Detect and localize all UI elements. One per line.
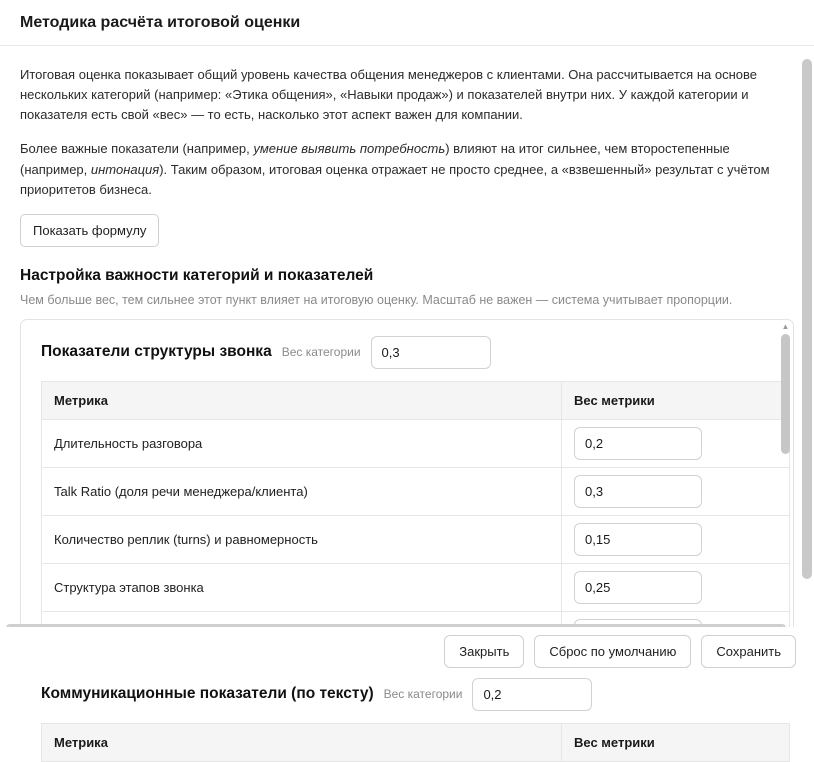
modal-footer xyxy=(0,627,814,675)
category-weight-label: Вес категории xyxy=(281,345,361,360)
column-header-metric: Метрика xyxy=(42,723,562,761)
scrollbar-thumb[interactable] xyxy=(781,334,790,454)
intro-paragraph-1: Итоговая оценка показывает общий уровень качества общения менеджеров с клиентами. Она рассчитывается на основе нескольких категорий (например: «Этика общения», «Навыки продаж») и показателей внутри них. У каждой категории и показателя есть свой «вес» — то есть, насколько этот аспект важен для компании. xyxy=(20,67,757,123)
category-name: Коммуникационные показатели (по тексту) xyxy=(41,685,374,703)
settings-section-subtitle: Чем больше вес, тем сильнее этот пункт влияет на итоговую оценку. Масштаб не важен — система учитывает пропорции. xyxy=(20,292,733,307)
metric-weight-input[interactable] xyxy=(574,475,702,508)
metric-weight-cell xyxy=(562,467,790,515)
column-header-metric: Метрика xyxy=(42,381,562,419)
intro-p2-part3: ). Таким образом, итоговая оценка отражает не просто среднее, а «взвешенный» результат с учётом приоритетов бизнеса. xyxy=(20,161,770,197)
category-weight-input[interactable] xyxy=(371,336,491,369)
metric-name: Количество реплик (turns) и равномерность xyxy=(42,515,562,563)
metric-name: Talk Ratio (доля речи менеджера/клиента) xyxy=(42,467,562,515)
metric-weight-input[interactable] xyxy=(574,427,702,460)
metric-name: Длительность разговора xyxy=(42,419,562,467)
page-vertical-scrollbar[interactable] xyxy=(802,47,812,627)
metric-name: Структура этапов звонка xyxy=(42,563,562,611)
reset-defaults-button[interactable]: Сброс по умолчанию xyxy=(534,635,691,668)
metric-weight-cell xyxy=(562,515,790,563)
scroll-up-arrow-icon[interactable]: ▲ xyxy=(781,321,790,331)
intro-p2-emphasis-2: интонация xyxy=(90,161,160,177)
category-header xyxy=(41,678,765,711)
categories-scroll-area xyxy=(20,319,794,750)
column-header-weight: Вес метрики xyxy=(562,381,790,419)
settings-section-title: Настройка важности категорий и показателей xyxy=(20,266,374,284)
column-header-weight: Вес метрики xyxy=(562,723,790,761)
category-weight-input[interactable] xyxy=(472,678,592,711)
metrics-table xyxy=(41,723,790,762)
categories-list xyxy=(21,320,793,750)
table-row xyxy=(42,515,790,563)
metric-weight-cell xyxy=(562,419,790,467)
category-weight-label: Вес категории xyxy=(383,687,463,702)
table-row xyxy=(42,467,790,515)
intro-paragraph-2 xyxy=(20,139,792,199)
metrics-table-header-row xyxy=(42,381,790,419)
scrollbar-thumb[interactable] xyxy=(802,59,812,579)
page-title: Методика расчёта итоговой оценки xyxy=(20,13,301,31)
metric-weight-cell xyxy=(562,563,790,611)
intro-p2-part1: Более важные показатели (например, xyxy=(20,141,254,157)
intro-p2-part2: ) влияют на итог сильнее, чем второстепенные (например, xyxy=(20,141,730,177)
intro-p2-emphasis-1: умение выявить потребность xyxy=(253,141,446,157)
show-formula-button[interactable]: Показать формулу xyxy=(20,214,159,247)
category-name: Показатели структуры звонка xyxy=(41,343,272,361)
metrics-table-header-row xyxy=(42,723,790,761)
metrics-table xyxy=(41,381,790,660)
table-row xyxy=(42,563,790,611)
metric-weight-input[interactable] xyxy=(574,571,702,604)
category-header xyxy=(41,336,765,369)
table-row xyxy=(42,419,790,467)
modal-header xyxy=(0,0,814,46)
close-button[interactable]: Закрыть xyxy=(444,635,524,668)
save-button[interactable]: Сохранить xyxy=(701,635,796,668)
categories-vertical-scrollbar[interactable] xyxy=(781,322,790,670)
metric-weight-input[interactable] xyxy=(574,523,702,556)
